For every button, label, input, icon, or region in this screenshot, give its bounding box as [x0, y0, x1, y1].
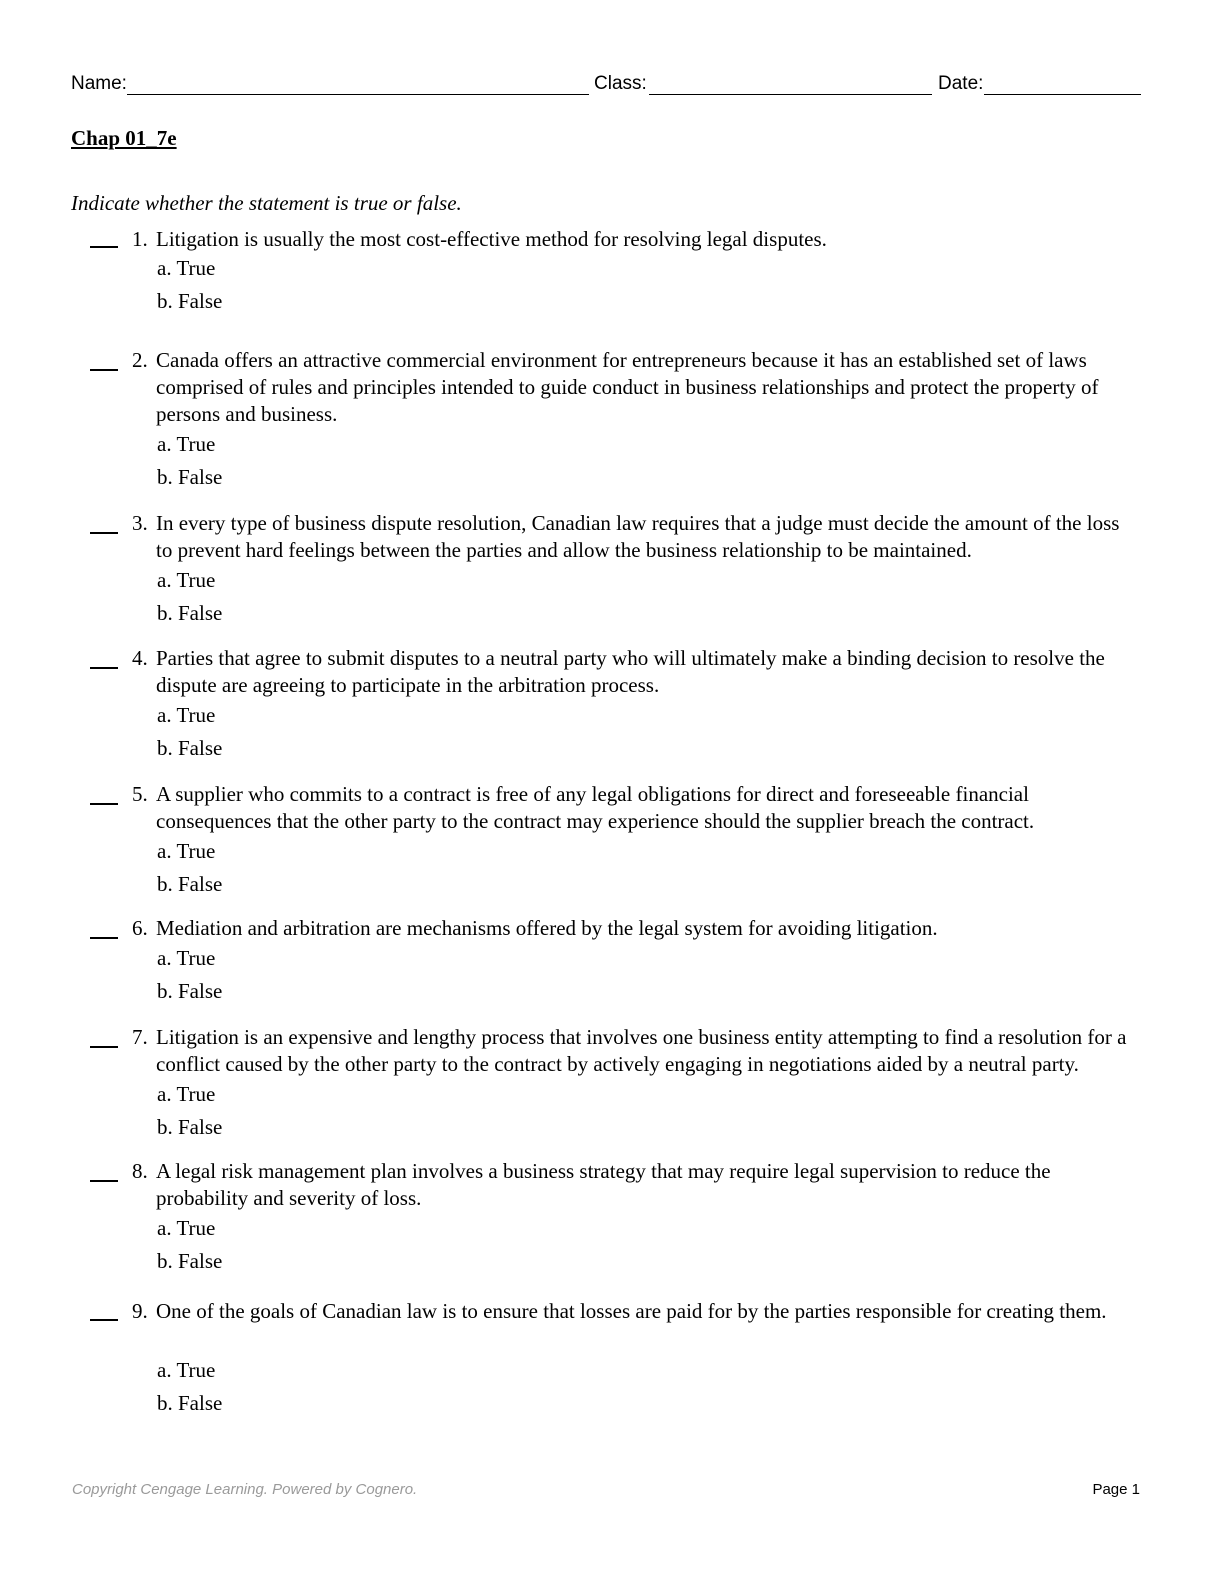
option-false: b. False — [157, 1391, 223, 1415]
question-statement: In every type of business dispute resolution, Canadian law requires that a judge must decide the amount of the loss to prevent hard feelings between the parties and allow the business relationship to be maintained. — [156, 511, 1120, 562]
question-number: 8. — [132, 1159, 148, 1183]
question-statement: A supplier who commits to a contract is free of any legal obligations for direct and foreseeable financial consequences that the other party to the contract may experience should the supplier breach the contract. — [156, 782, 1035, 833]
option-false: b. False — [157, 872, 223, 896]
answer-blank — [90, 1180, 118, 1182]
option-false: b. False — [157, 1249, 223, 1273]
option-false: b. False — [157, 979, 223, 1003]
question-text — [132, 1297, 1140, 1326]
question-statement: Mediation and arbitration are mechanisms offered by the legal system for avoiding litigation. — [156, 916, 938, 940]
question-text — [132, 510, 1140, 564]
question-number: 2. — [132, 348, 148, 372]
answer-blank — [90, 532, 118, 534]
option-false: b. False — [157, 736, 223, 760]
instructions: Indicate whether the statement is true or false. — [71, 191, 462, 215]
class-line — [649, 94, 932, 95]
question-text — [132, 347, 1140, 428]
option-true: a. True — [157, 839, 216, 863]
option-true: a. True — [157, 1358, 216, 1382]
question-statement: Litigation is an expensive and lengthy process that involves one business entity attempting to find a resolution for a conflict caused by the other party to the contract by actively engaging in negotiations aided by a neutral party. — [156, 1025, 1127, 1076]
answer-blank — [90, 246, 118, 248]
question-number: 4. — [132, 646, 148, 670]
page-number: Page 1 — [1092, 1481, 1140, 1498]
question-text — [132, 915, 1140, 942]
answer-blank — [90, 1319, 118, 1321]
copyright-footer: Copyright Cengage Learning. Powered by Cognero. — [72, 1481, 418, 1498]
option-true: a. True — [157, 1082, 216, 1106]
name-line — [127, 94, 589, 95]
question-number: 9. — [132, 1299, 148, 1323]
option-true: a. True — [157, 256, 216, 280]
question-text — [132, 226, 1140, 253]
option-false: b. False — [157, 465, 223, 489]
option-true: a. True — [157, 946, 216, 970]
question-number: 7. — [132, 1025, 148, 1049]
question-text — [132, 645, 1140, 699]
student-info-header — [71, 72, 1141, 98]
name-label: Name: — [71, 73, 127, 94]
class-label: Class: — [594, 73, 647, 94]
question-number: 5. — [132, 782, 148, 806]
answer-blank — [90, 1046, 118, 1048]
question-statement: One of the goals of Canadian law is to ensure that losses are paid for by the parties responsible for creating them. — [156, 1299, 1107, 1323]
option-true: a. True — [157, 568, 216, 592]
question-statement: Litigation is usually the most cost-effective method for resolving legal disputes. — [156, 227, 827, 251]
question-statement: Canada offers an attractive commercial environment for entrepreneurs because it has an established set of laws comprised of rules and principles intended to guide conduct in business relationships and protect the property of persons and business. — [156, 348, 1099, 426]
answer-blank — [90, 937, 118, 939]
answer-blank — [90, 369, 118, 371]
question-text — [132, 1024, 1140, 1078]
option-true: a. True — [157, 432, 216, 456]
question-text — [132, 1158, 1140, 1212]
option-true: a. True — [157, 703, 216, 727]
answer-blank — [90, 667, 118, 669]
question-statement: A legal risk management plan involves a business strategy that may require legal supervision to reduce the probability and severity of loss. — [156, 1159, 1051, 1210]
answer-blank — [90, 803, 118, 805]
option-false: b. False — [157, 289, 223, 313]
option-false: b. False — [157, 1115, 223, 1139]
question-number: 3. — [132, 511, 148, 535]
question-number: 1. — [132, 227, 148, 251]
question-statement: Parties that agree to submit disputes to a neutral party who will ultimately make a binding decision to resolve the dispute are agreeing to participate in the arbitration process. — [156, 646, 1105, 697]
question-number: 6. — [132, 916, 148, 940]
page-title: Chap 01_7e — [71, 126, 177, 150]
question-text — [132, 781, 1140, 835]
option-false: b. False — [157, 601, 223, 625]
date-label: Date: — [938, 73, 984, 94]
option-true: a. True — [157, 1216, 216, 1240]
date-line — [984, 94, 1141, 95]
